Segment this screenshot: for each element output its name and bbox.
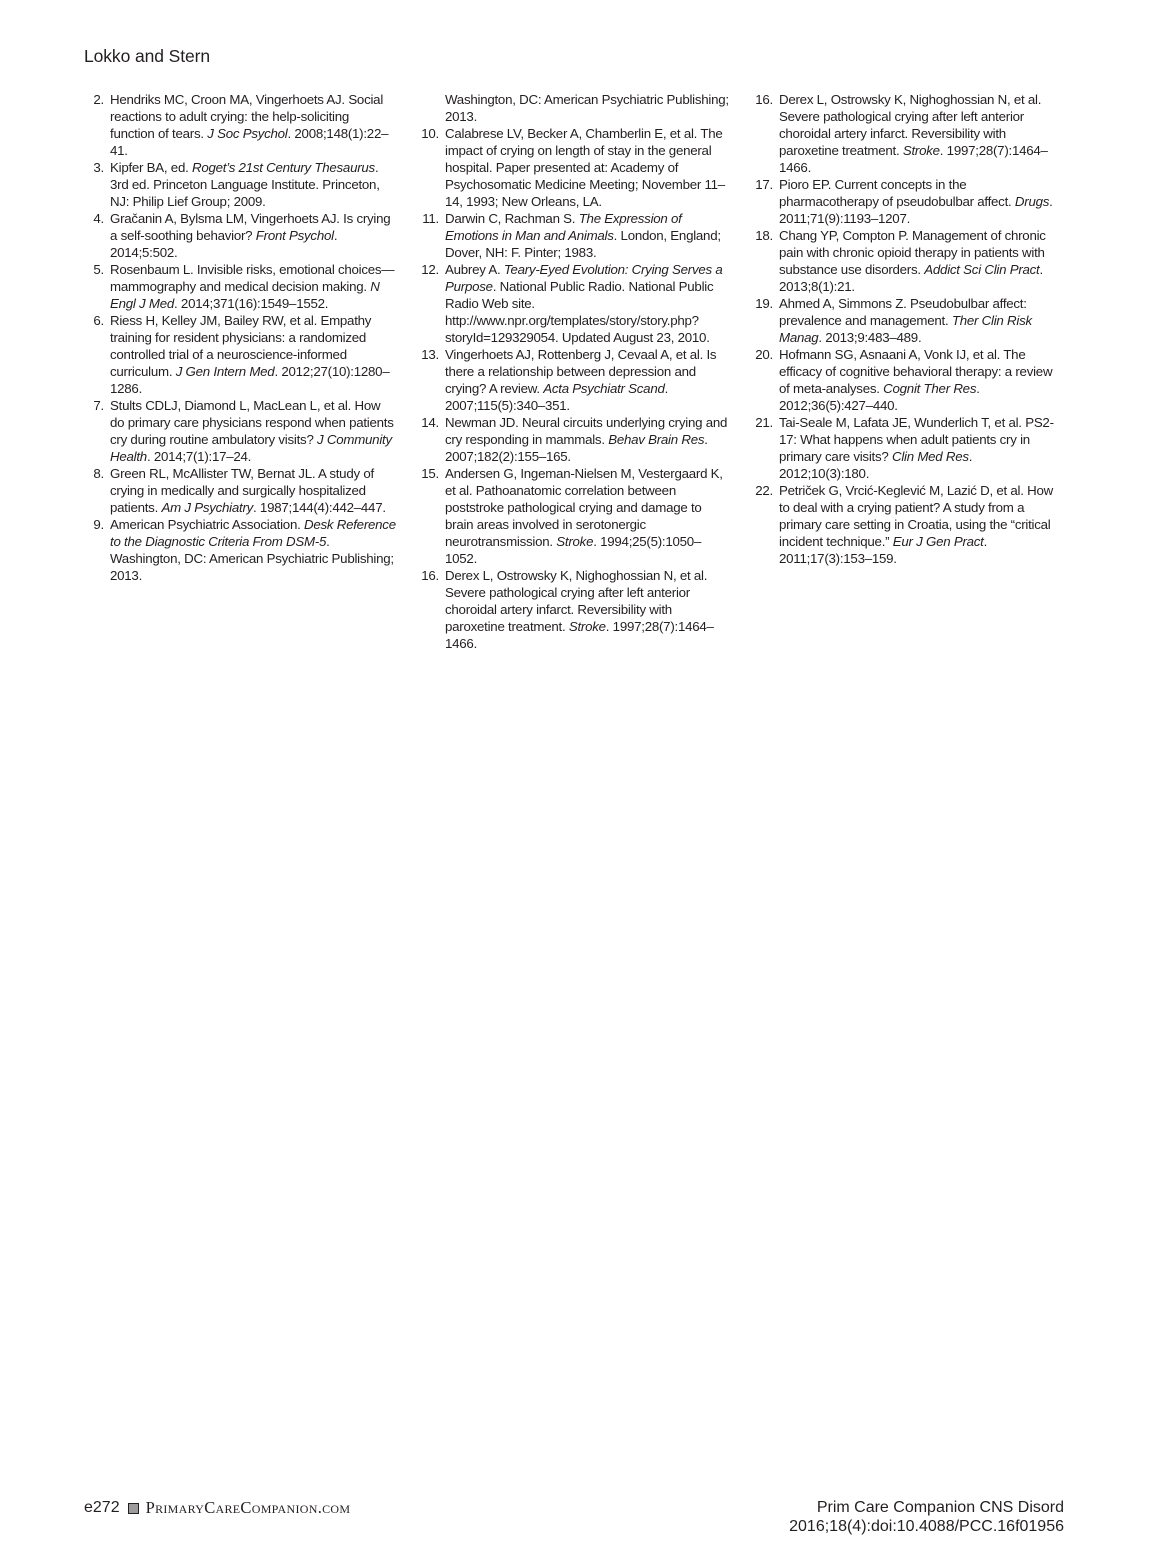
reference-item [84, 550, 396, 584]
reference-source-title: Am J Psychiatry [161, 500, 254, 515]
reference-item [419, 210, 731, 261]
reference-number: 16. [421, 568, 439, 583]
reference-item [84, 210, 396, 261]
reference-source-title: J Soc Psychol [207, 126, 288, 141]
reference-number: 13. [421, 347, 439, 362]
reference-text: Rosenbaum L. Invisible risks, emotional choices—mammography and medical decision making. [110, 262, 395, 294]
reference-item [419, 125, 731, 210]
reference-text: Derex L, Ostrowsky K, Nighoghossian N, et al. Severe pathological crying after left anterior choroidal artery infarct. Reversibility with paroxetine treatment. [445, 568, 708, 634]
footer-right [789, 1498, 1064, 1536]
reference-text: Washington, DC: American Psychiatric Publishing; 2013. [110, 551, 394, 583]
reference-text: Petriček G, Vrcić-Keglević M, Lazić D, et al. How to deal with a crying patient? A study from a primary care setting in Croatia, using the “critical incident technique.” [779, 483, 1053, 549]
reference-item [753, 346, 1065, 414]
reference-text: Washington, DC: American Psychiatric Publishing; 2013. [445, 92, 729, 124]
reference-text: Tai-Seale M, Lafata JE, Wunderlich T, et al. PS2-17: What happens when adult patients cry in primary care visits? [779, 415, 1054, 464]
reference-text: . 2014;7(1):17–24. [146, 449, 252, 464]
reference-number: 3. [93, 160, 104, 175]
reference-source-title: Cognit Ther Res [883, 381, 977, 396]
reference-text: Andersen G, Ingeman-Nielsen M, Vestergaard K, et al. Pathoanatomic correlation between poststroke pathological crying and damage to brain areas involved in serotonergic neurotransmission. [445, 466, 723, 549]
reference-source-title: Stroke [902, 143, 940, 158]
reference-text: . 3rd ed. Princeton Language Institute. Princeton, NJ: Philip Lief Group; 2009. [110, 160, 380, 209]
reference-number: 21. [755, 415, 773, 430]
reference-number: 4. [93, 211, 104, 226]
reference-item [84, 91, 396, 159]
reference-source-title: N Engl J Med [110, 279, 380, 311]
journal-name: Prim Care Companion CNS Disord [816, 1499, 1064, 1516]
reference-text: American Psychiatric Association. [110, 517, 304, 532]
reference-text: Vingerhoets AJ, Rottenberg J, Cevaal A, et al. Is there a relationship between depression and crying? A review. [445, 347, 717, 396]
references-column-1 [84, 91, 396, 584]
reference-item [419, 567, 731, 652]
reference-text: . 2011;71(9):1193–1207. [779, 194, 1053, 226]
reference-number: 19. [755, 296, 773, 311]
reference-number: 20. [755, 347, 773, 362]
reference-item [419, 414, 731, 465]
reference-number: 11. [422, 211, 439, 226]
reference-source-title: Drugs [1014, 194, 1050, 209]
reference-text: Gračanin A, Bylsma LM, Vingerhoets AJ. Is crying a self-soothing behavior? [110, 211, 391, 243]
reference-source-title: Behav Brain Res [608, 432, 705, 447]
reference-source-title: Desk Reference to the Diagnostic Criteria From DSM-5 [110, 517, 396, 549]
reference-text: . 2012;27(10):1280–1286. [110, 364, 390, 396]
page-number: e272 [84, 1499, 120, 1516]
reference-text: Derex L, Ostrowsky K, Nighoghossian N, et al. Severe pathological crying after left anterior choroidal artery infarct. Reversibility with paroxetine treatment. [779, 92, 1042, 158]
reference-number: 18. [755, 228, 773, 243]
reference-text: . 1994;25(5):1050–1052. [445, 534, 702, 566]
reference-text: Hendriks MC, Croon MA, Vingerhoets AJ. Social reactions to adult crying: the help-soliciting function of tears. [110, 92, 384, 141]
reference-text: . 2011;17(3):153–159. [779, 534, 988, 566]
reference-number: 15. [421, 466, 439, 481]
reference-text: . London, England; Dover, NH: F. Pinter; 1983. [445, 228, 721, 260]
reference-number: 6. [93, 313, 104, 328]
reference-item [84, 397, 396, 465]
reference-number: 10. [421, 126, 439, 141]
running-head: Lokko and Stern [84, 46, 210, 66]
reference-item [84, 516, 396, 550]
reference-source-title: The Expression of Emotions in Man and Animals [445, 211, 682, 243]
reference-source-title: Roget’s 21st Century Thesaurus [192, 160, 375, 175]
reference-item [84, 261, 396, 312]
reference-item [419, 346, 731, 414]
reference-text: Darwin C, Rachman S. [445, 211, 579, 226]
reference-text: Ahmed A, Simmons Z. Pseudobulbar affect: prevalence and management. [779, 296, 1027, 328]
reference-item [753, 91, 1065, 176]
reference-source-title: Stroke [568, 619, 606, 634]
reference-source-title: Front Psychol [255, 228, 334, 243]
reference-text: Kipfer BA, ed. [110, 160, 192, 175]
reference-text: Pioro EP. Current concepts in the pharmacotherapy of pseudobulbar affect. [779, 177, 1015, 209]
reference-text: . 2014;5:502. [110, 228, 338, 260]
reference-item [419, 465, 731, 567]
reference-text: . 2008;148(1):22–41. [110, 126, 389, 158]
reference-item [419, 261, 731, 346]
reference-source-title: J Gen Intern Med [175, 364, 275, 379]
reference-text: . 1987;144(4):442–447. [253, 500, 386, 515]
reference-source-title: Acta Psychiatr Scand [543, 381, 665, 396]
references-column-3 [753, 91, 1065, 567]
reference-number: 7. [93, 398, 104, 413]
reference-text: . 1997;28(7):1464–1466. [445, 619, 714, 651]
reference-item [419, 91, 731, 125]
reference-text: Aubrey A. [445, 262, 504, 277]
reference-source-title: Teary-Eyed Evolution: Crying Serves a Purpose [445, 262, 723, 294]
footer-left [84, 1498, 350, 1518]
reference-item [753, 295, 1065, 346]
reference-source-title: Ther Clin Risk Manag [779, 313, 1032, 345]
reference-item [84, 159, 396, 210]
reference-text: Hofmann SG, Asnaani A, Vonk IJ, et al. The efficacy of cognitive behavioral therapy: a review of meta-analyses. [779, 347, 1053, 396]
reference-number: 5. [93, 262, 104, 277]
reference-text: Calabrese LV, Becker A, Chamberlin E, et al. The impact of crying on length of stay in the general hospital. Paper presented at: Academy of Psychosomatic Medicine Meeting; November 11–14, 1993; New Orleans, LA. [445, 126, 725, 209]
reference-item [84, 312, 396, 397]
reference-text: Green RL, McAllister TW, Bernat JL. A study of crying in medically and surgically hospitalized patients. [110, 466, 374, 515]
reference-text: . 2012;10(3):180. [779, 449, 973, 481]
reference-number: 9. [93, 517, 104, 532]
reference-item [753, 176, 1065, 227]
reference-number: 2. [93, 92, 104, 107]
reference-text: Riess H, Kelley JM, Bailey RW, et al. Empathy training for resident physicians: a randomized controlled trial of a neuroscience-informed curriculum. [110, 313, 372, 379]
reference-source-title: Stroke [556, 534, 594, 549]
reference-number: 16. [755, 92, 773, 107]
reference-number: 8. [93, 466, 104, 481]
references-column-2 [419, 91, 731, 652]
reference-item [84, 465, 396, 516]
square-bullet-icon [128, 1503, 139, 1514]
reference-item [753, 414, 1065, 482]
reference-text: . 2013;8(1):21. [779, 262, 1043, 294]
reference-source-title: J Community Health [110, 432, 392, 464]
reference-item [753, 227, 1065, 295]
article-citation: 2016;18(4):doi:10.4088/PCC.16f01956 [789, 1518, 1064, 1535]
journal-website: PrimaryCareCompanion.com [145, 1498, 351, 1517]
reference-text: . National Public Radio. National Public Radio Web site. http://www.npr.org/templates/story/story.php?storyId=129329054. Updated August 23, 2010. [445, 279, 714, 345]
reference-number: 14. [421, 415, 439, 430]
reference-text: Stults CDLJ, Diamond L, MacLean L, et al. How do primary care physicians respond when patients cry during routine ambulatory visits? [110, 398, 394, 447]
reference-text: . 2014;371(16):1549–1552. [174, 296, 329, 311]
reference-source-title: Addict Sci Clin Pract [924, 262, 1040, 277]
reference-text: . 2007;182(2):155–165. [445, 432, 708, 464]
reference-text: . 2012;36(5):427–440. [779, 381, 980, 413]
reference-number: 17. [755, 177, 773, 192]
reference-text: Chang YP, Compton P. Management of chronic pain with chronic opioid therapy in patients with substance use disorders. [779, 228, 1046, 277]
reference-text: Newman JD. Neural circuits underlying crying and cry responding in mammals. [445, 415, 728, 447]
reference-source-title: Eur J Gen Pract [892, 534, 984, 549]
reference-text: . [326, 534, 330, 549]
reference-text: . 1997;28(7):1464–1466. [779, 143, 1048, 175]
reference-text: . 2013;9:483–489. [818, 330, 922, 345]
reference-text: . 2007;115(5):340–351. [445, 381, 669, 413]
reference-source-title: Clin Med Res [891, 449, 969, 464]
reference-number: 12. [421, 262, 439, 277]
reference-number: 22. [755, 483, 773, 498]
reference-item [753, 482, 1065, 567]
